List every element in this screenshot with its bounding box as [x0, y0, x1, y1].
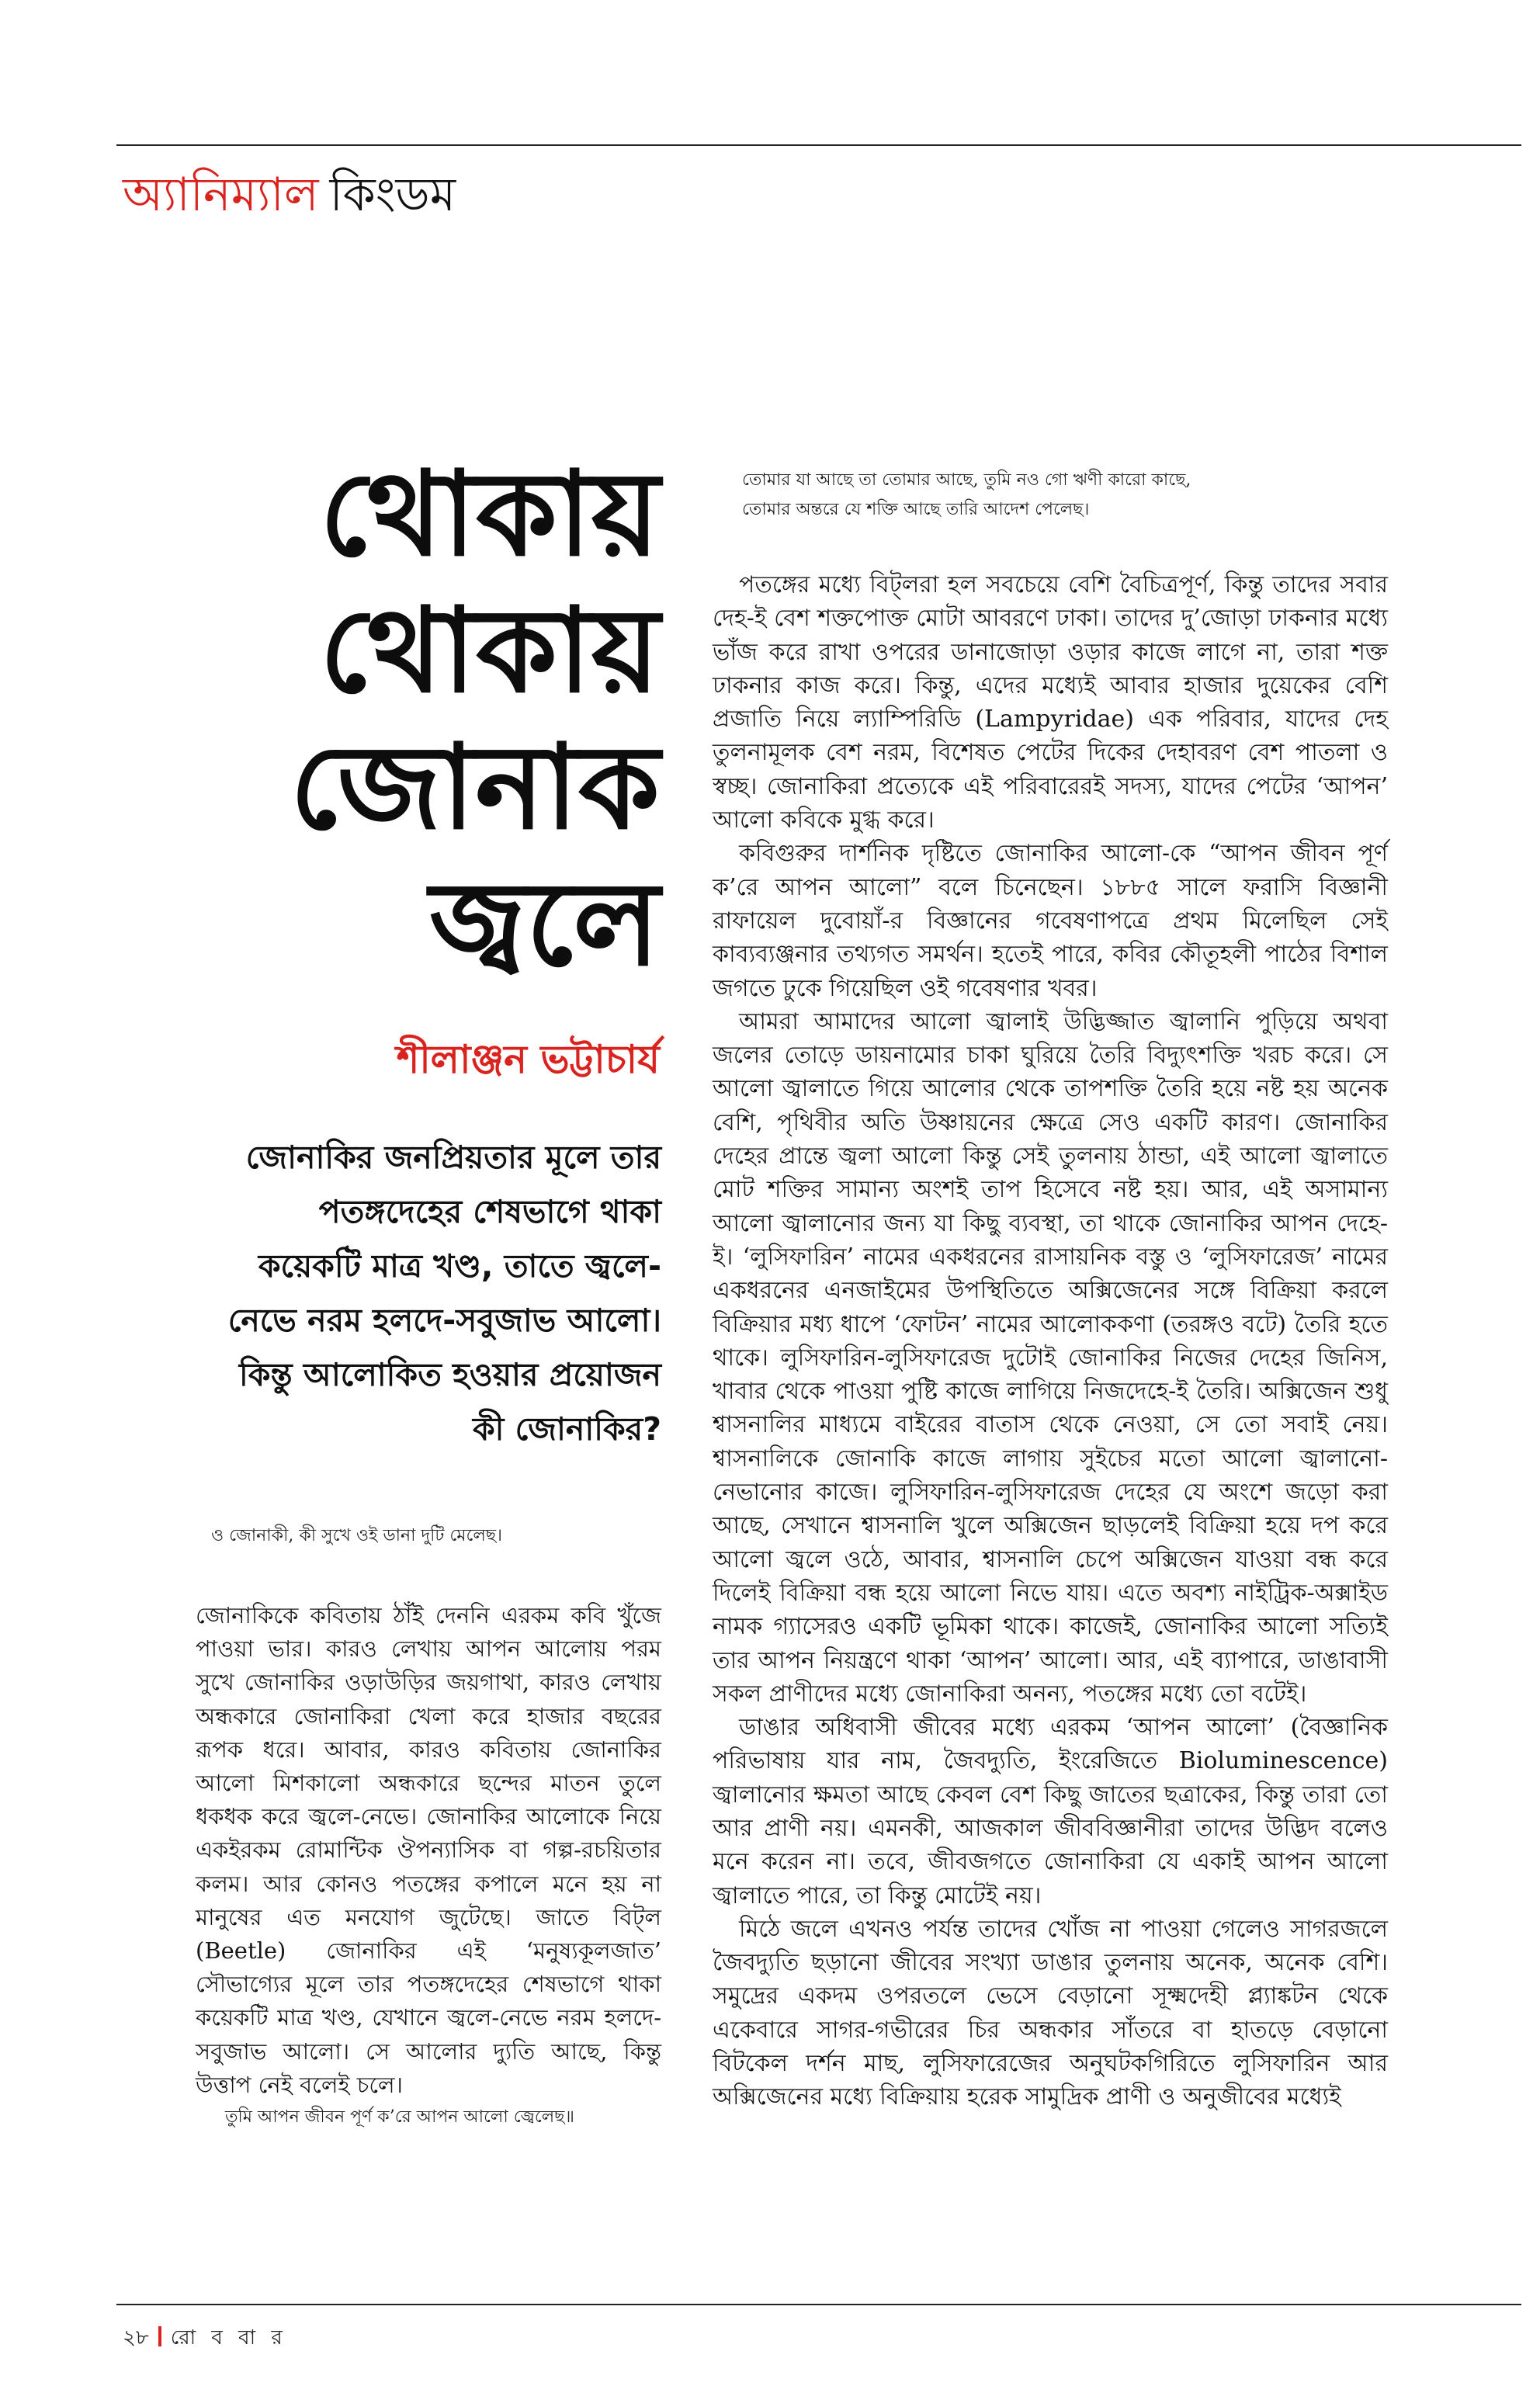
body-paragraph: জোনাকিকে কবিতায় ঠাঁই দেননি এরকম কবি খুঁজে পাওয়া ভার। কারও লেখায় আপন আলোয় পরম সুখে জোনাকির ওড়াউড়ির জয়গাথা, কারও লেখায় অন্ধকারে জোনাকিরা খেলা করে হাজার বছরের রূপক ধরে। আবার, কারও কবিতায় জোনাকির আলো মিশকালো অন্ধকারে ছন্দের মাতন তুলে ধকধক করে জ্বলে-নেভে। জোনাকির আলোকে নিয়ে একইরকম রোমান্টিক ঔপন্যাসিক বা গল্প-রচয়িতার কলম। আর কোনও পতঙ্গের কপালে মনে হয় না মানুষের এত মনযোগ জুটেছে। জাতে বিট্‌ল (Beetle) জোনাকির এই ‘মনুষ্যকূলজাত’ সৌভাগ্যের মূলে তার পতঙ্গদেহের শেষভাগে থাকা কয়েকটি মাত্র খণ্ড, যেখানে জ্বলে-নেভে নরম হলদে-সবুজাভ আলো। সে আলোর দ্যুতি আছে, কিন্তু উত্তাপ নেই বলেই চলে। — [196, 1602, 661, 2098]
right-body — [713, 568, 1388, 2114]
footer — [123, 2324, 287, 2352]
standfirst-line: কিন্তু আলোকিত হওয়ার প্রয়োজন — [239, 1356, 661, 1393]
page-number: ২৮ — [123, 2326, 149, 2350]
left-body — [196, 1599, 661, 2102]
epigraph-line: তোমার অন্তরে যে শক্তি আছে তারি আদেশ পেলেছ। — [742, 500, 1090, 519]
body-paragraph: মিঠে জলে এখনও পর্যন্ত তাদের খোঁজ না পাওয়া গেলেও সাগরজলে জৈবদ্যুতি ছড়ানো জীবের সংখ্যা ডাঙার তুলনায় অনেক, অনেক বেশি। সমুদ্রের একদম ওপরতলে ভেসে বেড়ানো সূক্ষ্মদেহী প্ল্যাঙ্কটন থেকে একেবারে সাগর-গভীরের চির অন্ধকার সাঁতরে বা হাতড়ে বেড়ানো বিটকেল দর্শন মাছ, লুসিফারেজের অনুঘটকগিরিতে লুসিফারিন আর অক্সিজেনের মধ্যে বিক্রিয়ায় হরেক সামুদ্রিক প্রাণী ও অনুজীবের মধ্যেই — [713, 1915, 1388, 2111]
section-label-red: অ্যানিম্যাল — [123, 168, 319, 222]
footer-separator — [158, 2326, 161, 2346]
magazine-name: রো ব বা র — [170, 2326, 287, 2350]
left-closing-verse: তুমি আপন জীবন পূর্ণ ক’রে আপন আলো জ্বেলেছ॥ — [225, 2107, 574, 2128]
byline: শীলাঞ্জন ভট্টাচার্য — [396, 1037, 660, 1082]
standfirst-line: কয়েকটি মাত্র খণ্ড, তাতে জ্বলে- — [258, 1247, 661, 1285]
epigraph-line: তোমার যা আছে তা তোমার আছে, তুমি নও গো ঋণী কারো কাছে, — [742, 470, 1191, 490]
section-header — [123, 160, 456, 230]
body-paragraph: ডাঙার অধিবাসী জীবের মধ্যে এরকম ‘আপন আলো’ (বৈজ্ঞানিক পরিভাষায় যার নাম, জৈবদ্যুতি, ইংরেজিতে Bioluminescence) জ্বালানোর ক্ষমতা আছে কেবল বেশ কিছু জাতের ছত্রাকের, কিন্তু তারা তো আর প্রাণী নয়। এমনকী, আজকাল জীববিজ্ঞানীরা তাদের উদ্ভিদ বলেও মনে করেন না। তবে, জীবজগতে জোনাকিরা যে একাই আপন আলো জ্বালাতে পারে, তা কিন্তু মোটেই নয়। — [713, 1714, 1388, 1909]
standfirst-line: কী জোনাকির? — [472, 1410, 661, 1448]
bottom-rule — [116, 2304, 1521, 2305]
headline-line: থোকায় — [319, 447, 660, 582]
right-column — [713, 466, 1388, 2114]
standfirst-line: নেভে নরম হলদে-সবুজাভ আলো। — [227, 1302, 661, 1339]
left-column — [196, 1521, 661, 2133]
headline — [256, 446, 660, 993]
headline-line: জ্বলে — [429, 857, 660, 992]
body-paragraph: পতঙ্গের মধ্যে বিট্‌লরা হল সবচেয়ে বেশি বৈচিত্রপূর্ণ, কিন্তু তাদের সবার দেহ-ই বেশ শক্তপোক্ত মোটা আবরণে ঢাকা। তাদের দু’জোড়া ঢাকনার মধ্যে ভাঁজ করে রাখা ওপরের ডানাজোড়া ওড়ার কাজে লাগে না, তারা শক্ত ঢাকনার কাজ করে। কিন্তু, এদের মধ্যেই আবার হাজার দুয়েকের বেশি প্রজাতি নিয়ে ল্যাম্পিরিডি (Lampyridae) এক পরিবার, যাদের দেহ তুলনামূলক বেশ নরম, বিশেষত পেটের দিকের দেহাবরণ বেশ পাতলা ও স্বচ্ছ। জোনাকিরা প্রত্যেকে এই পরিবারেরই সদস্য, যাদের পেটের ‘আপন’ আলো কবিকে মুগ্ধ করে। — [713, 571, 1388, 834]
standfirst-line: পতঙ্গদেহের শেষভাগে থাকা — [318, 1193, 661, 1230]
section-label-black: কিংডম — [329, 168, 456, 222]
body-paragraph: আমরা আমাদের আলো জ্বালাই উদ্ভিজ্জাত জ্বালানি পুড়িয়ে অথবা জলের তোড়ে ডায়নামোর চাকা ঘুরিয়ে তৈরি বিদ্যুৎশক্তি খরচ করে। সে আলো জ্বালাতে গিয়ে আলোর থেকে তাপশক্তি তৈরি হয়ে নষ্ট হয় অনেক বেশি, পৃথিবীর অতি উষ্ণায়নের ক্ষেত্রে সেও একটি কারণ। জোনাকির দেহের প্রান্তে জ্বলা আলো কিন্তু সেই তুলনায় ঠান্ডা, এই আলো জ্বালাতে মোট শক্তির সামান্য অংশই তাপ হিসেবে নষ্ট হয়। আর, এই অসামান্য আলো জ্বালানোর জন্য যা কিছু ব্যবস্থা, তা থাকে জোনাকির আপন দেহে-ই। ‘লুসিফারিন’ নামের একধরনের রাসায়নিক বস্তু ও ‘লুসিফারেজ’ নামের একধরনের এনজাইমের উপস্থিতিতে অক্সিজেনের সঙ্গে বিক্রিয়া করলে বিক্রিয়ার মধ্য ধাপে ‘ফোটন’ নামের আলোককণা (তরঙ্গও বটে) তৈরি হতে থাকে। লুসিফারিন-লুসিফারেজ দুটোই জোনাকির নিজের দেহের জিনিস, খাবার থেকে পাওয়া পুষ্টি কাজে লাগিয়ে নিজদেহে-ই তৈরি। অক্সিজেন শুধু শ্বাসনালির মাধ্যমে বাইরের বাতাস থেকে নেওয়া, সে তো সবাই নেয়। শ্বাসনালিকে জোনাকি কাজে লাগায় সুইচের মতো আলো জ্বালানো-নেভানোর কাজে। লুসিফারিন-লুসিফারেজ দেহের যে অংশে জড়ো করা আছে, সেখানে শ্বাসনালি খুলে অক্সিজেন ছাড়লেই বিক্রিয়া হয়ে দপ করে আলো জ্বলে ওঠে, আবার, শ্বাসনালি চেপে অক্সিজেন যাওয়া বন্ধ করে দিলেই বিক্রিয়া বন্ধ হয়ে আলো নিভে যায়। এতে অবশ্য নাইট্রিক-অক্সাইড নামক গ্যাসেরও একটি ভূমিকা থাকে। কাজেই, জোনাকির আলো সত্যিই তার আপন নিয়ন্ত্রণে থাকা ‘আপন’ আলো। আর, এই ব্যাপারে, ডাঙাবাসী সকল প্রাণীদের মধ্যে জোনাকিরা অনন্য, পতঙ্গের মধ্যে তো বটেই। — [713, 1007, 1388, 1708]
top-rule — [116, 144, 1521, 146]
body-paragraph: কবিগুরুর দার্শনিক দৃষ্টিতে জোনাকির আলো-কে “আপন জীবন পূর্ণ ক’রে আপন আলো” বলে চিনেছেন। ১৮৮৫ সালে ফরাসি বিজ্ঞানী রাফায়েল দুবোয়াঁ-র বিজ্ঞানের গবেষণাপত্রে প্রথম মিলেছিল সেই কাব্যব্যঞ্জনার তথ্যগত সমর্থন। হতেই পারে, কবির কৌতূহলী পাঠের বিশাল জগতে ঢুকে গিয়েছিল ওই গবেষণার খবর। — [713, 840, 1388, 1002]
headline-line: জোনাক — [290, 720, 660, 855]
standfirst — [124, 1130, 661, 1456]
headline-line: থোকায় — [319, 584, 660, 719]
right-epigraph — [742, 466, 1388, 525]
standfirst-line: জোনাকির জনপ্রিয়তার মূলে তার — [245, 1139, 661, 1176]
left-epigraph: ও জোনাকী, কী সুখে ওই ডানা দুটি মেলেছ। — [211, 1526, 502, 1545]
